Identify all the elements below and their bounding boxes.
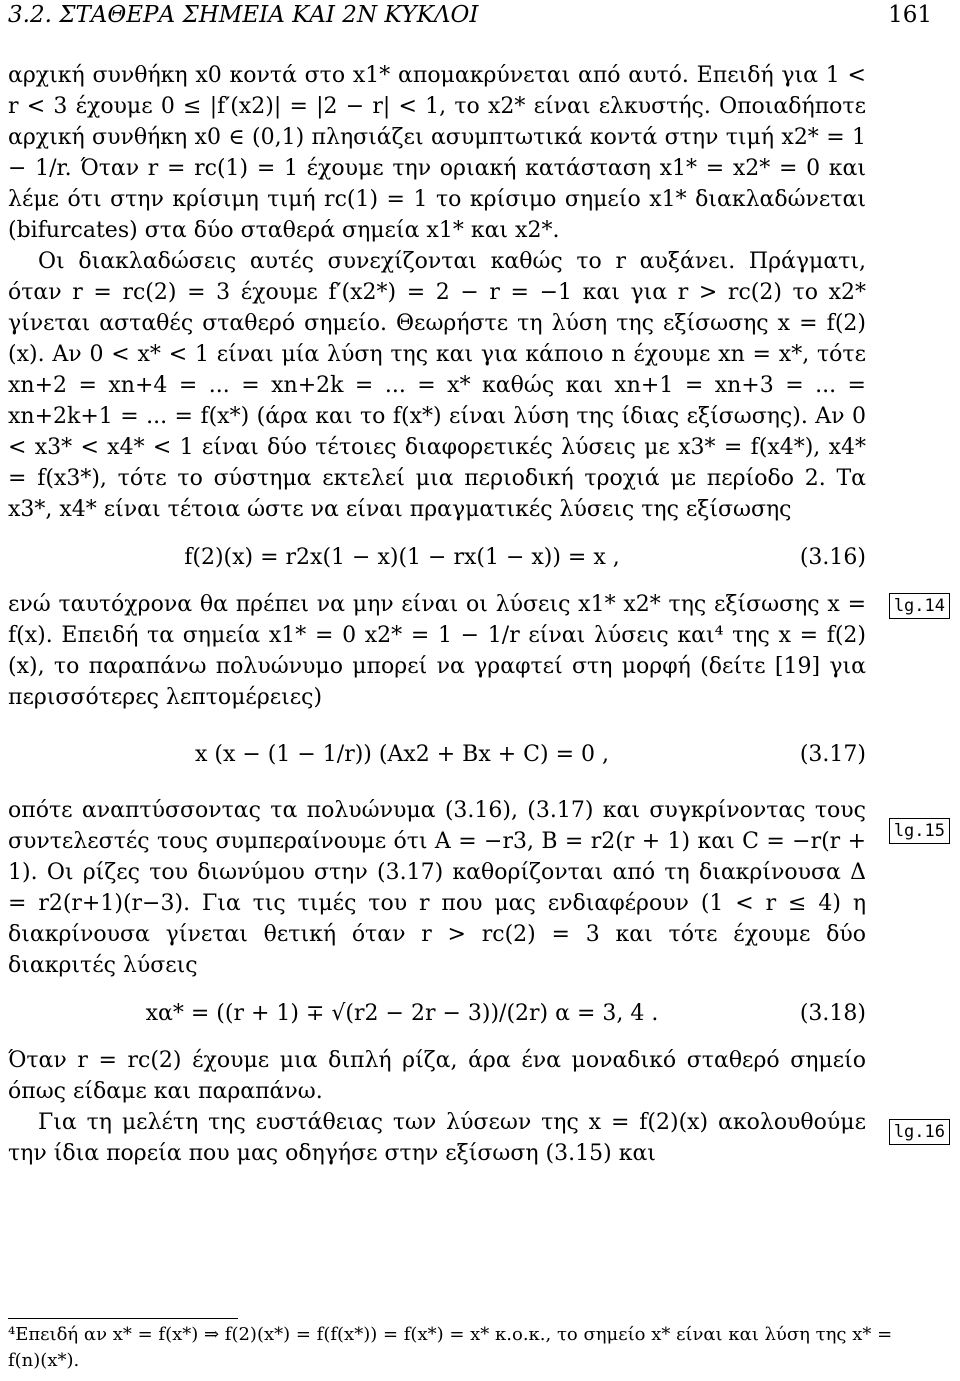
page-header bbox=[8, 2, 932, 34]
paragraph-2: Οι διακλαδώσεις αυτές συνεχίζονται καθώς το r αυξάνει. Πράγματι, όταν r = rc(2) = 3 έχουμε f′(x2*) = 2 − r = −1 και για r > rc(2) το x2* γίνεται ασταθές σταθερό σημείο. Θεωρήστε τη λύση της εξίσωσης x = f(2)(x). Αν 0 < x* < 1 είναι μία λύση της και για κάποιο n έχουμε xn = x*, τότε xn+2 = xn+4 = ... = xn+2k = ... = x* καθώς και xn+1 = xn+3 = ... = xn+2k+1 = ... = f(x*) (άρα και το f(x*) είναι λύση της ίδιας εξίσωσης). Αν 0 < x3* < x4* < 1 είναι δύο τέτοιες διαφορετικές λύσεις με x3* = f(x4*), x4* = f(x3*), τότε το σύστημα εκτελεί μια περιοδική τροχιά με περίοδο 2. Τα x3*, x4* είναι τέτοια ώστε να είναι πραγματικές λύσεις της εξίσωσης bbox=[8, 249, 866, 522]
paragraph-3: ενώ ταυτόχρονα θα πρέπει να μην είναι οι λύσεις x1* x2* της εξίσωσης x = f(x). Επειδή τα σημεία x1* = 0 x2* = 1 − 1/r είναι λύσεις και⁴ της x = f(2)(x), το παραπάνω πολυώνυμο μπορεί να γραφτεί στη μορφή (δείτε [19] για περισσότερες λεπτομέρειες) bbox=[8, 592, 866, 710]
equation-3-17 bbox=[8, 713, 866, 795]
margin-label-lg14: lg.14 bbox=[889, 593, 950, 619]
equation-3-16 bbox=[8, 525, 866, 589]
equation-formula: f(2)(x) = r2x(1 − x)(1 − rx(1 − x)) = x , bbox=[184, 544, 620, 570]
equation-number: (3.16) bbox=[799, 544, 866, 570]
paragraph-6: Για τη μελέτη της ευστάθειας των λύσεων της x = f(2)(x) ακολουθούμε την ίδια πορεία που μας οδηγήσε στην εξίσωση (3.15) και bbox=[8, 1110, 866, 1166]
page-number: 161 bbox=[888, 2, 932, 28]
equation-formula: xα* = ((r + 1) ∓ √(r2 − 2r − 3))/(2r) α = 3, 4 . bbox=[145, 1000, 659, 1026]
margin-label-lg15: lg.15 bbox=[889, 818, 950, 844]
section-title: 3.2. ΣΤΑΘΕΡΑ ΣΗΜΕΙΑ ΚΑΙ 2N ΚΥΚΛΟΙ bbox=[8, 2, 479, 28]
paragraph-1: αρχική συνθήκη x0 κοντά στο x1* απομακρύνεται από αυτό. Επειδή για 1 < r < 3 έχουμε 0 ≤ |f′(x2)| = |2 − r| < 1, το x2* είναι ελκυστής. Οποιαδήποτε αρχική συνθήκη x0 ∈ (0,1) πλησιάζει ασυμπτωτικά κοντά στην τιμή x2* = 1 − 1/r. Όταν r = rc(1) = 1 έχουμε την οριακή κατάσταση x1* = x2* = 0 και λέμε ότι στην κρίσιμη τιμή rc(1) = 1 το κρίσιμο σημείο x1* διακλαδώνεται (bifurcates) στα δύο σταθερά σημεία x1* και x2*. bbox=[8, 63, 866, 243]
paragraph-5: Όταν r = rc(2) έχουμε μια διπλή ρίζα, άρα ένα μοναδικό σταθερό σημείο όπως είδαμε και παραπάνω. bbox=[8, 1048, 866, 1104]
equation-number: (3.17) bbox=[799, 741, 866, 767]
margin-label-lg16: lg.16 bbox=[889, 1119, 950, 1145]
footnote-divider bbox=[8, 1318, 238, 1319]
paragraph-4: οπότε αναπτύσσοντας τα πολυώνυμα (3.16), (3.17) και συγκρίνοντας τους συντελεστές τους συμπεραίνουμε ότι A = −r3, B = r2(r + 1) και C = −r(r + 1). Οι ρίζες του διωνύμου στην (3.17) καθορίζονται από τη διακρίνουσα Δ = r2(r+1)(r−3). Για τις τιμές του r που μας ενδιαφέρουν (1 < r ≤ 4) η διακρίνουσα γίνεται θετική όταν r > rc(2) = 3 και τότε έχουμε δύο διακριτές λύσεις bbox=[8, 798, 866, 978]
equation-formula: x (x − (1 − 1/r)) (Ax2 + Bx + C) = 0 , bbox=[194, 741, 609, 767]
equation-number: (3.18) bbox=[799, 1000, 866, 1026]
equation-3-18 bbox=[8, 981, 866, 1045]
main-text bbox=[8, 60, 866, 1169]
footnote: ⁴Επειδή αν x* = f(x*) ⇒ f(2)(x*) = f(f(x*)) = f(x*) = x* κ.ο.κ., το σημείο x* είναι και λύση της x* = f(n)(x*). bbox=[8, 1324, 893, 1371]
